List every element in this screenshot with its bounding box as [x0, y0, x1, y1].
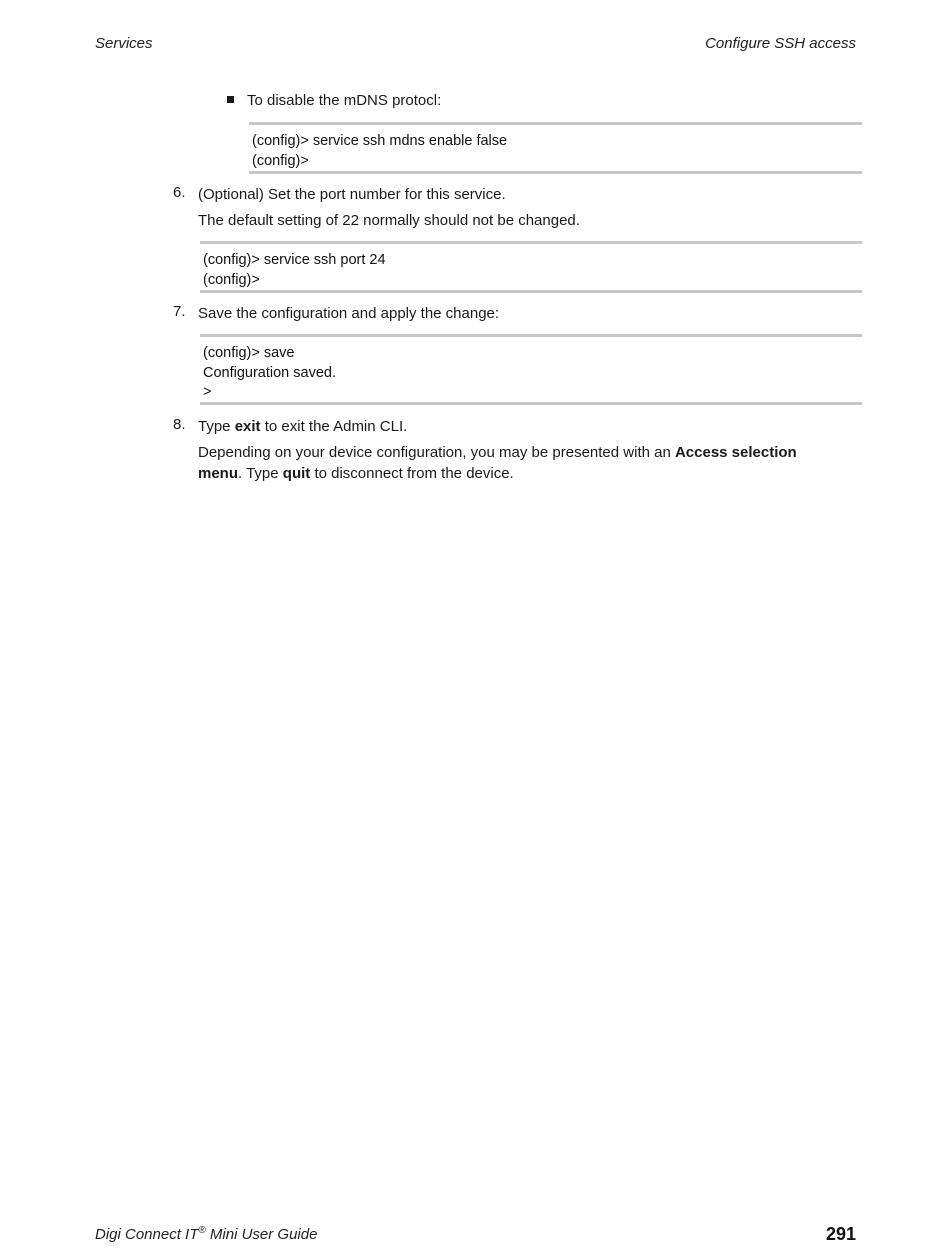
- step-note: [198, 442, 838, 484]
- text-run: to exit the Admin CLI.: [260, 418, 408, 435]
- text-run: Type: [198, 418, 235, 435]
- step-note: The default setting of 22 normally should not be changed.: [198, 212, 580, 229]
- step-number: 8.: [173, 416, 186, 433]
- page-number: 291: [825, 1224, 856, 1244]
- text-run: Mini User Guide: [205, 1226, 318, 1243]
- command-exit: exit: [234, 418, 261, 435]
- menu-name: menu: [198, 465, 239, 482]
- step-text: [198, 416, 407, 437]
- footer-guide-title: [95, 1225, 317, 1243]
- code-line: (config)>: [203, 271, 260, 288]
- text-run: to disconnect from the device.: [310, 465, 514, 482]
- code-line: (config)>: [252, 152, 309, 169]
- text-run: Digi Connect IT: [95, 1226, 199, 1243]
- code-line: (config)> save: [203, 345, 295, 361]
- bullet-item: [227, 92, 441, 109]
- bullet-text: To disable the mDNS protocl:: [247, 92, 442, 109]
- step-number: 6.: [173, 184, 186, 201]
- code-block-mdns: [249, 122, 862, 174]
- step-number: 7.: [173, 303, 186, 320]
- code-line: (config)> service ssh mdns enable false: [252, 133, 508, 149]
- menu-name: Access selection: [674, 444, 797, 461]
- step-text: (Optional) Set the port number for this service.: [198, 186, 506, 203]
- code-block-save: [200, 334, 862, 405]
- code-line: (config)> service ssh port 24: [203, 252, 386, 268]
- text-run: . Type: [238, 465, 283, 482]
- text-run: Depending on your device configuration, you may be presented with an: [198, 444, 675, 461]
- code-line: >: [203, 384, 212, 400]
- code-block-port: [200, 241, 862, 293]
- command-quit: quit: [282, 465, 311, 482]
- code-line: Configuration saved.: [203, 364, 336, 381]
- registered-mark: ®: [198, 1225, 206, 1236]
- running-header-topic: Configure SSH access: [705, 35, 856, 52]
- running-header-section: Services: [95, 35, 153, 52]
- step-text: Save the configuration and apply the change:: [198, 305, 500, 322]
- square-bullet-icon: [227, 96, 234, 103]
